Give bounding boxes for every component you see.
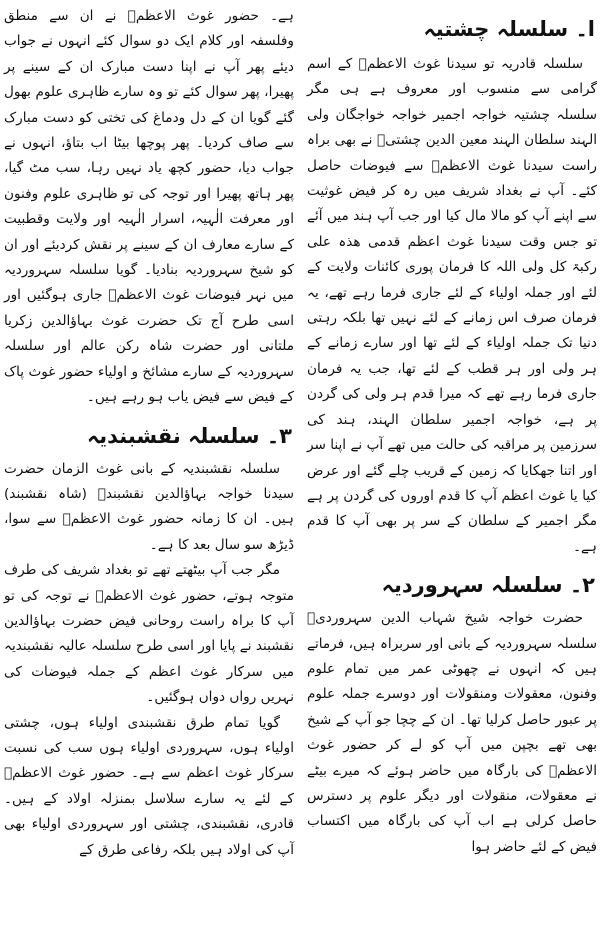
section-heading-naqshbandiya: ۳۔ سلسلہ نقشبندیہ [86, 423, 292, 448]
left-column [4, 4, 294, 863]
section-heading-chishtiya: ا۔ سلسلہ چشتیہ [423, 17, 595, 41]
paragraph-chishtiya: سلسلہ قادریہ تو سیدنا غوث الاعظمؒ کے اسم گرامی سے منسوب اور معروف ہے ہی مگر سلسلہ چشتیہ خواجہ اجمیر خواجہ خواجگان ولی الہند سلطان الہند معین الدین چشتیؒ نے بھی براہ راست سیدنا غوث الاعظمؒ سے فیوضات حاصل کئے۔ آپ نے بغداد شریف میں رہ کر فیض غوثیت سے اپنے آپ کو مالا مال کیا اور جب آپ ہند میں آئے تو جس وقت سیدنا غوث اعظم قدمی ھذہ علی رکبۃ کل ولی اللہ کا فرمان پوری کائنات ولایت کے لئے اور جملہ اولیاء کے لئے جاری فرما رہے تھے، یہ فرمان صرف اس زمانے کے لئے نہیں تھا بلکہ رہتی دنیا تک جملہ اولیاء کے لئے تھا اور سارے زمانے کے ہر ولی اور ہر قطب کے لئے تھا، جب یہ فرمان جاری فرما رہے تھے کہ میرا قدم ہر ولی کی گردن پر ہے، خواجہ اجمیر سلطان الہند، ہند کی سرزمین پر مراقبہ کی حالت میں تھے آپ نے اپنا سر اور اتنا جھکایا کہ زمین کے قریب چلے گئے اور عرض کیا یا غوث اعظم آپ کا قدم اوروں کی گردن پر ہے مگر اجمیر کے سلطان کے سر پر بھی آپ کا قدم ہے۔ [307, 56, 597, 555]
section-heading-suhrawardiya: ۲۔ سلسلہ سہروردیہ [381, 573, 595, 598]
paragraph-naqshbandiya-founder: سلسلہ نقشبندیہ کے بانی غوث الزمان حضرت سیدنا خواجہ بہاؤالدین نقشبندؒ (شاہ نقشبند) ہیں۔ ان کا زمانہ حضور غوث الاعظمؒ سے سوا، ڈیڑھ سو سال بعد کا ہے۔ [4, 460, 294, 553]
paragraph-suhrawardiya-continued: ہے۔ حضور غوث الاعظمؒ نے ان سے منطق وفلسفہ اور کلام ایک دو سوال کئے انہوں نے جواب دیئے پھر آپ نے اپنا دست مبارک ان کے سینے پر پھیرا، پھر سوال کئے تو وہ سارے ظاہری علوم بھول گئے گویا ان کے دل ودماغ کی تختی کو دست مبارک سے صاف کردیا۔ پھر پوچھا بیٹا اب بتاؤ، انہوں نے جواب دیا، حضور کچھ یاد نہیں رہا، سب مٹ گیا، پھر ہاتھ پھیرا اور توجہ کی تو ظاہری علوم وفنون اور معرفت الٰہیہ، اسرار الٰہیہ اور ولایت وقطبیت کے سارے معارف ان کے سینے پر نقش کردیئے اور ان کو شیخ سہروردیہ بنادیا۔ گویا سلسلہ سہروردیہ میں نہر فیوضات غوث الاعظمؒ جاری ہوگئیں اور اسی طرح آج تک حضرت غوث بہاؤالدین زکریا ملتانی اور حضرت شاہ رکن عالم اور سلسلہ سہروردیہ کے سارے مشائخ و اولیاء حضور غوث پاک کے فیض سے فیض یاب ہو رہے ہیں۔ [4, 8, 294, 406]
paragraph-naqshbandiya-tawajjuh: مگر جب آپ بیٹھتے تھے تو بغداد شریف کی طرف متوجہ ہوتے، حضور غوث الاعظمؒ نے توجہ کی تو آپ کا براہ راست روحانی فیض حضرت بہاؤالدین نقشبند نے پایا اور اسی طرح سلسلہ عالیہ نقشبندیہ میں سرکار غوث اعظم کے جملہ فیوضات کی نہریں رواں دواں ہوگئیں۔ [4, 562, 294, 706]
paragraph-suhrawardiya: حضرت خواجہ شیخ شہاب الدین سہروردیؒ سلسلہ سہروردیہ کے بانی اور سربراہ ہیں، فرماتے ہیں کہ انہوں نے چھوٹی عمر میں تمام علوم وفنون، معقولات ومنقولات اور دوسرے جملہ علوم پر عبور حاصل کرلیا تھا۔ ان کے چچا جو آپ کے شیخ بھی تھے بچپن میں آپ کو لے کر حضور غوث الاعظمؒ کی بارگاہ میں حاضر ہوئے کہ میرے بیٹے نے معقولات، منقولات اور دیگر علوم پر دسترس حاصل کرلی ہے اب آپ کی بارگاہ میں اکتساب فیض کے لئے حاضر ہوا [307, 610, 597, 855]
paragraph-all-silsilas: گویا تمام طرق نقشبندی اولیاء ہوں، چشتی اولیاء ہوں، سہروردی اولیاء ہوں سب کی نسبت سرکار غوث اعظم سے ہے۔ حضور غوث الاعظمؒ کے لئے یہ سارے سلاسل بمنزلہ اولاد کے ہیں۔ قادری، نقشبندی، چشتی اور سہروردی اولیاء بھی آپ کی اولاد ہیں بلکہ رفاعی طرق کے [4, 714, 294, 858]
right-column [307, 4, 597, 860]
